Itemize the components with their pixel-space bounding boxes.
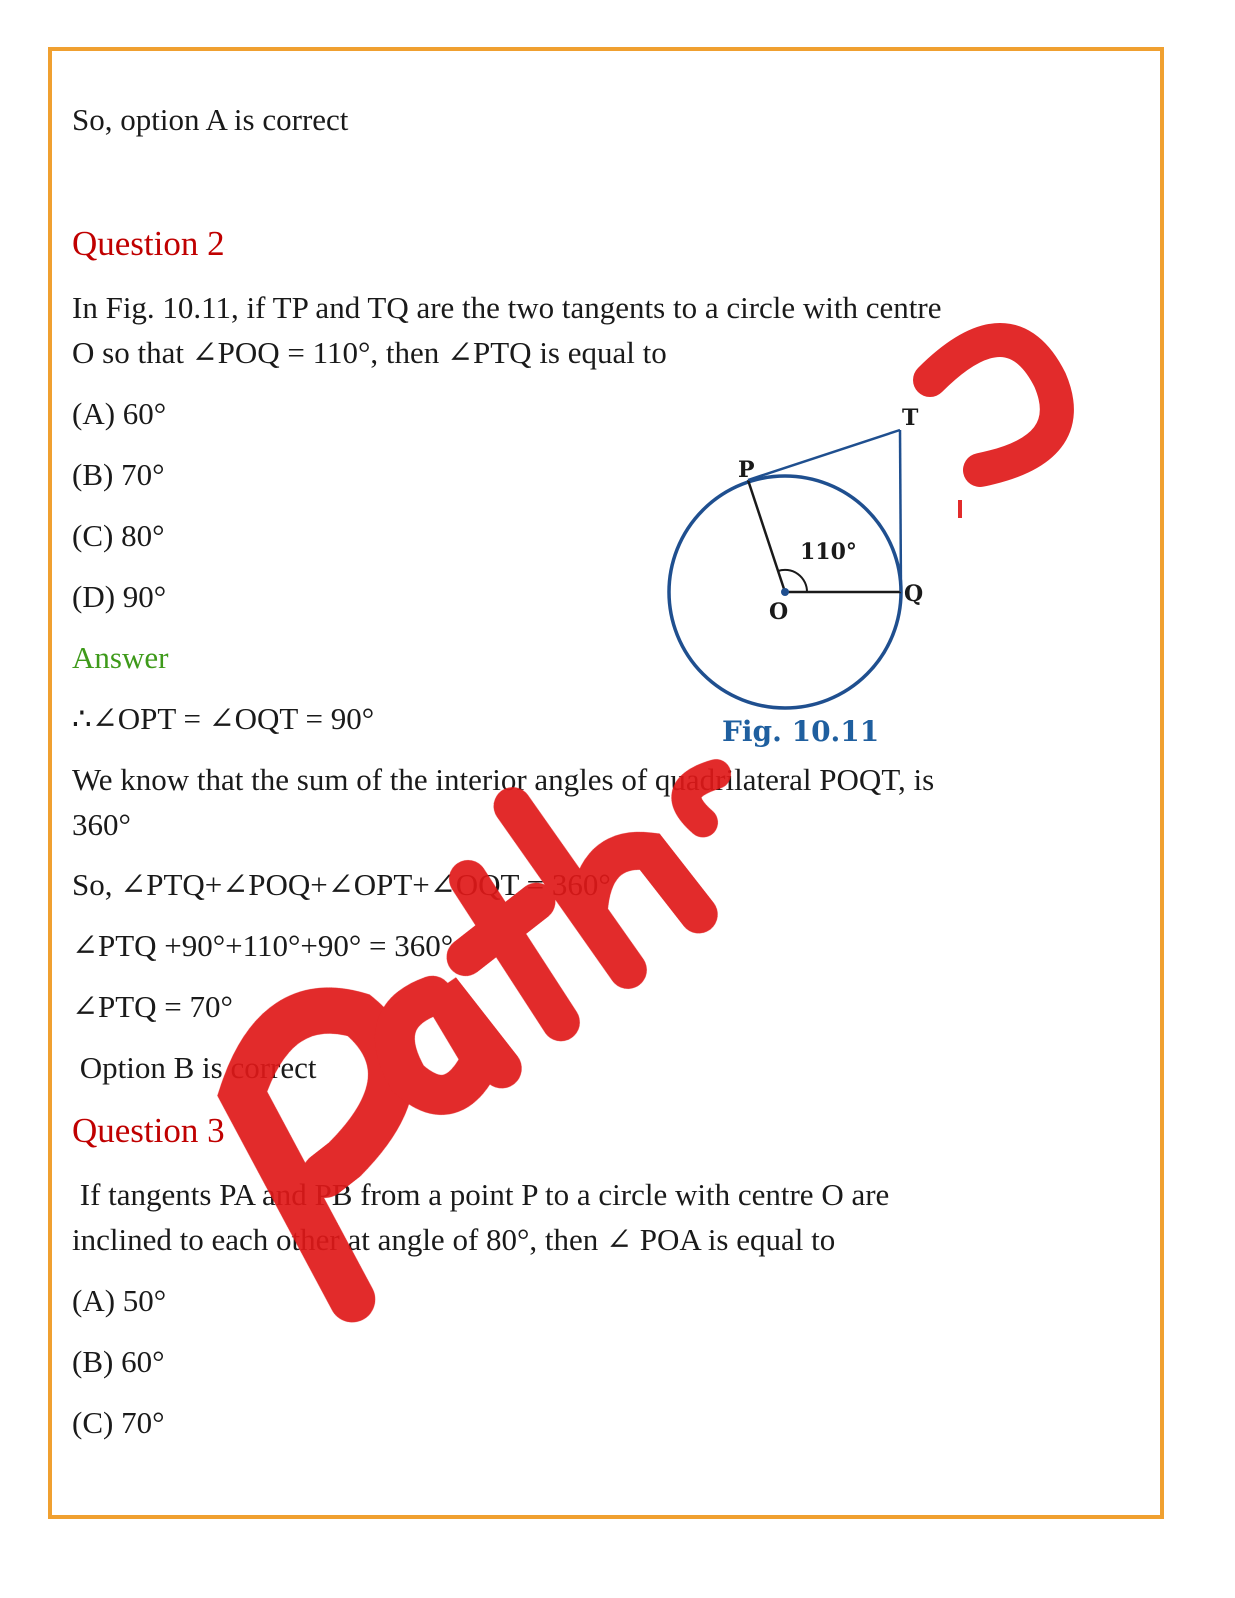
question-2-heading: Question 2 (72, 224, 225, 263)
question-2-prompt-line-1: In Fig. 10.11, if TP and TQ are the two tangents to a circle with centre (72, 290, 942, 325)
question-3-prompt-line-1: If tangents PA and PB from a point P to a circle with centre O are (72, 1177, 890, 1212)
answer-label: Answer (72, 640, 169, 675)
label-p: P (738, 457, 755, 483)
label-o: O (769, 599, 789, 625)
question-3-option-b: (B) 60° (72, 1344, 165, 1379)
solution-step-7: Option B is correct (72, 1050, 317, 1085)
tangent-tq (900, 430, 901, 592)
intro-text: So, option A is correct (72, 102, 349, 137)
figure-caption: Fig. 10.11 (722, 715, 880, 748)
solution-step-4: So, ∠PTQ+∠POQ+∠OPT+∠OQT = 360° (72, 867, 611, 902)
label-q: Q (904, 581, 924, 607)
question-3-prompt-line-2: inclined to each other at angle of 80°, then ∠ POA is equal to (72, 1222, 836, 1257)
question-2-option-d: (D) 90° (72, 579, 167, 614)
question-3-heading: Question 3 (72, 1111, 225, 1150)
solution-step-1: ∴∠OPT = ∠OQT = 90° (72, 701, 375, 736)
question-2-prompt-line-2: O so that ∠POQ = 110°, then ∠PTQ is equal to (72, 335, 667, 370)
question-3-option-c: (C) 70° (72, 1405, 165, 1440)
angle-label: 110° (800, 539, 857, 565)
question-2-option-c: (C) 80° (72, 518, 165, 553)
question-3-option-a: (A) 50° (72, 1283, 167, 1318)
question-2-option-a: (A) 60° (72, 396, 167, 431)
question-2-option-b: (B) 70° (72, 457, 165, 492)
solution-step-6: ∠PTQ = 70° (72, 989, 233, 1024)
solution-step-2: We know that the sum of the interior angles of quadrilateral POQT, is (72, 762, 935, 797)
solution-step-3: 360° (72, 807, 131, 842)
radius-op (748, 480, 785, 592)
tangent-pt (748, 430, 900, 480)
label-t: T (902, 405, 919, 431)
solution-step-5: ∠PTQ +90°+110°+90° = 360° (72, 928, 454, 963)
figure-10-11-diagram (660, 395, 950, 765)
centre-point (781, 588, 789, 596)
